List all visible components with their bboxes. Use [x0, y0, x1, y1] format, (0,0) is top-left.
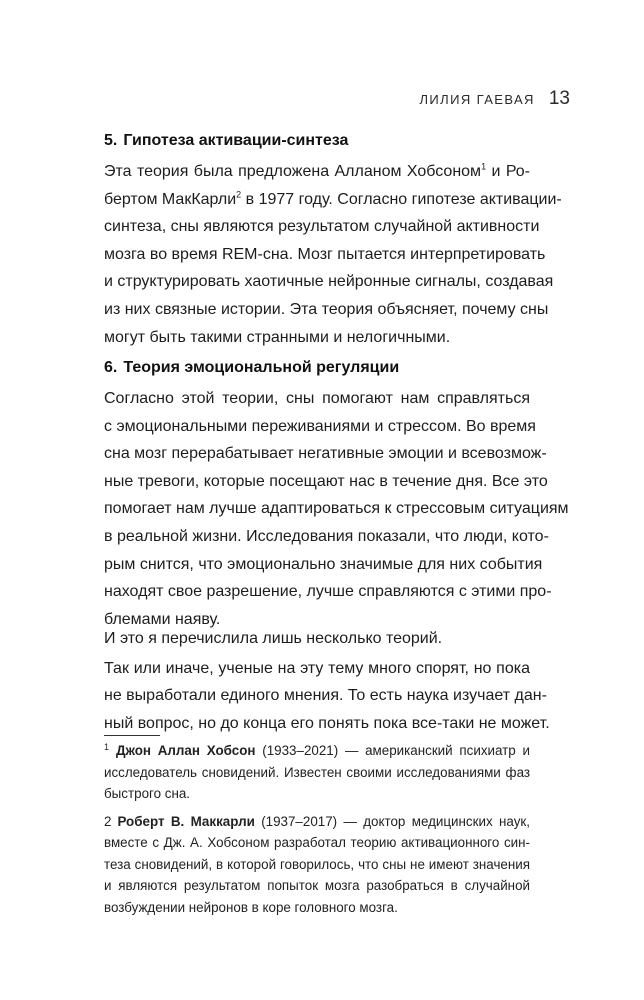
paragraph-line: ный вопрос, но до конца его понять пока все-таки не может. — [104, 714, 550, 732]
footnote-line: быстрого сна. — [104, 786, 191, 801]
paragraph-line: бертом МакКарли$^2$ в 1977 году. Согласно гипотезе активации- — [104, 189, 562, 208]
section-6-paragraph — [104, 385, 569, 633]
paragraph-line: Так или иначе, ученые на эту тему много спорят, но пока — [104, 659, 530, 677]
footnote-ref-2[interactable]: 2 — [236, 189, 242, 200]
footnote-line: вместе с Дж. А. Хобсоном разработал теорию активационного син- — [104, 835, 530, 850]
footnote-1 — [104, 740, 530, 805]
paragraph-line: синтеза, сны являются результатом случайной активности — [104, 218, 540, 236]
paragraph-line: в реальной жизни. Исследования показали, что люди, кото- — [104, 527, 549, 545]
footnote-divider — [104, 735, 160, 736]
footnote-2-marker: 2 — [104, 813, 112, 829]
footnote-line: возбуждении нейронов в коре головного мозга. — [104, 899, 398, 915]
closing-paragraph-1 — [104, 625, 530, 653]
paragraph-line: помогает нам лучше адаптироваться к стрессовым ситуациям — [104, 500, 569, 518]
footnote-ref-1[interactable]: 1 — [481, 161, 487, 172]
paragraph-line: находят свое разрешение, лучше справляются с этими про- — [104, 583, 552, 601]
footnote-line: теза сновидений, в которой говорилось, что сны не имеют значения — [104, 856, 530, 872]
section-5-title: Гипотеза активации-синтеза — [123, 132, 349, 149]
paragraph-line: сна мозг перерабатывает негативные эмоции и всевозмож- — [104, 445, 547, 463]
footnote-line: 2 Роберт В. Маккарли (1937–2017) — доктор медицинских наук, — [104, 813, 530, 829]
page-number: 13 — [548, 88, 570, 109]
paragraph-line: рым снится, что эмоционально значимые для них события — [104, 555, 543, 573]
section-6-number: 6. — [104, 359, 118, 376]
paragraph-line: не выработали единого мнения. То есть наука изучает дан- — [104, 687, 547, 705]
section-5-number: 5. — [104, 132, 118, 149]
paragraph-line: из них связные истории. Эта теория объясняет, почему сны — [104, 300, 549, 318]
footnote-1-name: Джон Аллан Хобсон — [116, 743, 256, 758]
footnote-2-name: Роберт В. Маккарли — [117, 813, 255, 829]
footnote-line: $^1$ Джон Аллан Хобсон (1933–2021) — американский психиатр и — [104, 741, 530, 758]
paragraph-line: ные тревоги, которые посещают нас в течение дня. Все это — [104, 472, 548, 490]
paragraph-line: могут быть такими странными и нелогичными. — [104, 328, 451, 346]
footnote-line: исследователь сновидений. Известен своими исследованиями фаз — [104, 764, 530, 780]
paragraph-line: блемами наяву. — [104, 610, 221, 628]
paragraph-line: И это я перечислила лишь несколько теорий. — [104, 630, 443, 647]
footnote-line: и являются результатом попыток мозга разобраться в случайной — [104, 878, 530, 893]
section-6 — [104, 354, 569, 633]
paragraph-line: Эта теория была предложена Алланом Хобсоном$^1$ и Ро- — [104, 161, 531, 180]
section-5-paragraph — [104, 158, 562, 351]
closing-paragraph-2 — [104, 655, 550, 738]
footnote-1-marker: 1 — [104, 741, 110, 752]
paragraph-line: Согласно этой теории, сны помогают нам справляться — [104, 390, 530, 407]
paragraph-line: с эмоциональными переживаниями и стрессом. Во время — [104, 417, 536, 435]
footnote-2 — [104, 811, 530, 919]
section-5 — [104, 127, 562, 351]
closing-text — [104, 625, 550, 737]
footnotes — [104, 740, 530, 924]
running-head-author: ЛИЛИЯ ГАЕВАЯ — [419, 92, 535, 107]
paragraph-line: мозга во время REM-сна. Мозг пытается интерпретировать — [104, 245, 546, 263]
running-head — [419, 88, 570, 110]
section-5-heading — [104, 127, 530, 154]
paragraph-line: и структурировать хаотичные нейронные сигналы, создавая — [104, 273, 554, 291]
section-6-title: Теория эмоциональной регуляции — [123, 359, 400, 376]
section-6-heading — [104, 354, 530, 381]
